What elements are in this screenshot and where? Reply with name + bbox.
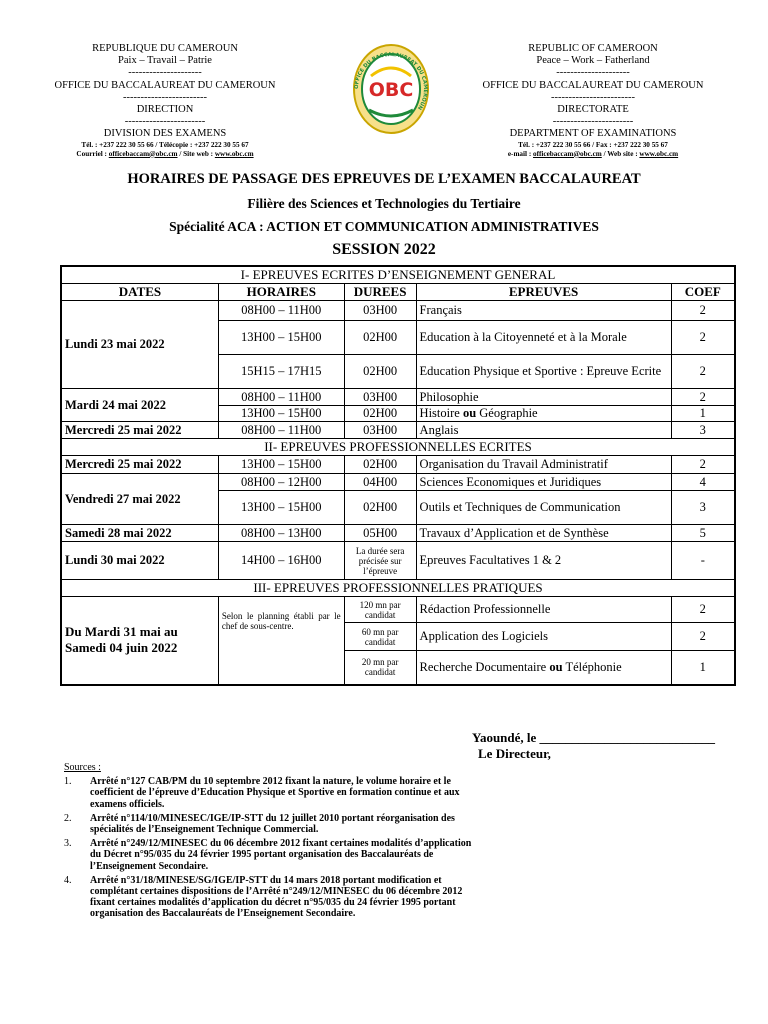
subject-part: Recherche Documentaire: [419, 659, 550, 674]
section-header: [61, 439, 735, 456]
table-row: [61, 525, 735, 542]
date-cell: Mardi 24 mai 2022: [61, 389, 218, 422]
time-cell: 13H00 – 15H00: [218, 406, 344, 422]
subject-cell: Philosophie: [416, 389, 671, 406]
duration-cell: 05H00: [344, 525, 416, 542]
subject-cell: [416, 651, 671, 685]
separator: ---------------------: [128, 67, 202, 79]
date-cell: Lundi 30 mai 2022: [61, 542, 218, 580]
header-right: [468, 43, 718, 159]
direction-en: DIRECTORATE: [557, 104, 629, 116]
contact-web-en: [468, 150, 718, 159]
time-cell: 13H00 – 15H00: [218, 321, 344, 355]
coef-cell: -: [671, 542, 735, 580]
time-cell: 13H00 – 15H00: [218, 491, 344, 525]
coef-cell: 5: [671, 525, 735, 542]
table-row: [61, 389, 735, 406]
coef-cell: 2: [671, 623, 735, 651]
department-en: DEPARTMENT OF EXAMINATIONS: [509, 128, 677, 140]
time-cell: Selon le planning établi par le chef de sous-centre.: [218, 597, 344, 685]
table-row: [61, 597, 735, 623]
duration-cell: 04H00: [344, 474, 416, 491]
date-cell: Vendredi 27 mai 2022: [61, 474, 218, 525]
col-epreuves: EPREUVES: [416, 284, 671, 301]
contact-phone-fr: Tél. : +237 222 30 55 66 / Télécopie : +237 222 30 55 67: [81, 140, 249, 149]
source-number: 3.: [64, 838, 72, 850]
email-link[interactable]: officebaccam@obc.cm: [533, 149, 602, 158]
section-title-1: I- EPREUVES ECRITES D’ENSEIGNEMENT GENERAL: [61, 266, 735, 284]
time-cell: 13H00 – 15H00: [218, 456, 344, 474]
web-label: / Web site :: [601, 149, 640, 158]
coef-cell: 3: [671, 422, 735, 439]
source-text: Arrêté n°127 CAB/PM du 10 septembre 2012 fixant la nature, le volume horaire et le coefficient de l’épreuve d’Education Physique et Sportive en formation continue et aux examens officiels.: [90, 776, 460, 810]
contact-web-fr: [40, 150, 290, 159]
coef-cell: 2: [671, 355, 735, 389]
subject-cell: Anglais: [416, 422, 671, 439]
date-cell: Lundi 23 mai 2022: [61, 301, 218, 389]
col-dates: DATES: [61, 284, 218, 301]
email-label: Courriel :: [76, 149, 109, 158]
sources-block: [64, 762, 484, 920]
place-date-line: Yaoundé, le ___________________________: [472, 730, 716, 745]
date-cell: Mercredi 25 mai 2022: [61, 456, 218, 474]
country-name-fr: REPUBLIQUE DU CAMEROUN: [92, 43, 238, 54]
filiere-title: Filière des Sciences et Technologies du Tertiaire: [247, 196, 521, 211]
col-coef: COEF: [671, 284, 735, 301]
duration-cell: 02H00: [344, 355, 416, 389]
time-cell: 08H00 – 13H00: [218, 525, 344, 542]
list-item: [64, 813, 484, 835]
separator: ---------------------: [556, 67, 630, 79]
subject-cell: Travaux d’Application et de Synthèse: [416, 525, 671, 542]
office-name-fr: OFFICE DU BACCALAUREAT DU CAMEROUN: [54, 79, 276, 91]
table-row: [61, 301, 735, 321]
subject-part: Histoire: [419, 406, 463, 420]
logo-initials: OBC: [368, 79, 414, 101]
subject-cell: Application des Logiciels: [416, 623, 671, 651]
coef-cell: 2: [671, 456, 735, 474]
subject-or: ou: [549, 659, 563, 674]
separator: -----------------------: [552, 116, 634, 128]
duration-cell: 02H00: [344, 491, 416, 525]
duration-cell: 120 mn par candidat: [344, 597, 416, 623]
source-number: 4.: [64, 874, 72, 886]
subject-cell: Education Physique et Sportive : Epreuve Ecrite: [416, 355, 671, 389]
obc-logo-icon: [351, 40, 431, 138]
division-fr: DIVISION DES EXAMENS: [103, 128, 227, 140]
subject-cell: Epreuves Facultatives 1 & 2: [416, 542, 671, 580]
email-label: e-mail :: [507, 149, 534, 158]
subject-part: Géographie: [476, 406, 538, 420]
duration-cell: 03H00: [344, 389, 416, 406]
coef-cell: 4: [671, 474, 735, 491]
country-name-en: REPUBLIC OF CAMEROON: [528, 43, 658, 54]
director-label: Le Directeur,: [478, 746, 551, 761]
duration-cell: 03H00: [344, 301, 416, 321]
session-title: SESSION 2022: [332, 241, 436, 258]
table-row: [61, 456, 735, 474]
source-number: 2.: [64, 812, 72, 824]
subject-cell: [416, 406, 671, 422]
office-name-en: OFFICE DU BACCALAUREAT DU CAMEROUN: [482, 79, 704, 91]
coef-cell: 2: [671, 389, 735, 406]
source-text: Arrêté n°249/12/MINESEC du 06 décembre 2012 fixant certaines modalités d’application du Décret n°95/035 du 24 février 1995 portant organisation des Baccalauréats de l’Enseignement Secondaire.: [90, 838, 472, 872]
section-title-3: III- EPREUVES PROFESSIONNELLES PRATIQUES: [61, 580, 735, 597]
source-text: Arrêté n°114/10/MINESEC/IGE/IP-STT du 12 juillet 2010 portant réorganisation des spécialités de l’Enseignement Technique Commercial.: [90, 812, 455, 836]
time-cell: 15H15 – 17H15: [218, 355, 344, 389]
time-cell: 08H00 – 11H00: [218, 389, 344, 406]
source-text: Arrêté n°31/18/MINESE/SG/IGE/IP-STT du 14 mars 2018 portant modification et complétant certaines dispositions de l’Arrêté n°249/12/MINESEC du 06 décembre 2012 fixant certaines modalités d’application du décret n°95/035 du 24 février 1995 portant organisation des Baccalauréats de l’Enseignement Secondaire.: [90, 874, 463, 920]
coef-cell: 2: [671, 597, 735, 623]
subject-cell: Education à la Citoyenneté et à la Morale: [416, 321, 671, 355]
time-cell: 08H00 – 11H00: [218, 301, 344, 321]
duration-cell: 60 mn par candidat: [344, 623, 416, 651]
column-headers: [61, 284, 735, 301]
separator: -----------------------: [124, 116, 206, 128]
duration-cell: 02H00: [344, 456, 416, 474]
time-cell: 14H00 – 16H00: [218, 542, 344, 580]
duration-cell: 02H00: [344, 406, 416, 422]
website-link[interactable]: www.obc.cm: [639, 149, 679, 158]
list-item: [64, 875, 484, 920]
duration-cell: La durée sera précisée sur l’épreuve: [344, 542, 416, 580]
date-cell: Samedi 28 mai 2022: [61, 525, 218, 542]
separator: ------------------------: [551, 91, 635, 103]
section-header: [61, 266, 735, 284]
subject-cell: Français: [416, 301, 671, 321]
table-row: [61, 422, 735, 439]
section-header: [61, 580, 735, 597]
document-title: HORAIRES DE PASSAGE DES EPREUVES DE L’EXAMEN BACCALAUREAT: [127, 171, 641, 187]
subject-or: ou: [462, 406, 477, 420]
list-item: [64, 838, 484, 872]
motto-fr: Paix – Travail – Patrie: [118, 55, 212, 67]
direction-fr: DIRECTION: [136, 104, 194, 116]
subject-cell: Outils et Techniques de Communication: [416, 491, 671, 525]
separator: ------------------------: [123, 91, 207, 103]
contact-phone-en: Tél. : +237 222 30 55 66 / Fax : +237 222 30 55 67: [518, 140, 668, 149]
subject-part: Téléphonie: [562, 659, 622, 674]
time-cell: 08H00 – 11H00: [218, 422, 344, 439]
website-link[interactable]: www.obc.cm: [214, 149, 254, 158]
time-cell: 08H00 – 12H00: [218, 474, 344, 491]
coef-cell: 2: [671, 321, 735, 355]
section-title-2: II- EPREUVES PROFESSIONNELLES ECRITES: [61, 439, 735, 456]
duration-cell: 20 mn par candidat: [344, 651, 416, 685]
specialite-title: Spécialité ACA : ACTION ET COMMUNICATION ADMINISTRATIVES: [169, 219, 599, 234]
coef-cell: 2: [671, 301, 735, 321]
coef-cell: 1: [671, 651, 735, 685]
date-cell: Mercredi 25 mai 2022: [61, 422, 218, 439]
source-number: 1.: [64, 776, 72, 788]
coef-cell: 1: [671, 406, 735, 422]
date-cell: Du Mardi 31 mai au Samedi 04 juin 2022: [61, 597, 218, 685]
table-row: [61, 474, 735, 491]
subject-cell: Sciences Economiques et Juridiques: [416, 474, 671, 491]
table-row: [61, 542, 735, 580]
motto-en: Peace – Work – Fatherland: [536, 55, 650, 67]
subject-cell: Organisation du Travail Administratif: [416, 456, 671, 474]
duration-cell: 03H00: [344, 422, 416, 439]
sources-title: Sources :: [64, 762, 101, 773]
header-left: [40, 43, 290, 159]
subject-cell: Rédaction Professionnelle: [416, 597, 671, 623]
logo-ring-text: OFFICE DU BACCALAUREAT DU CAMEROUN: [353, 51, 429, 111]
duration-cell: 02H00: [344, 321, 416, 355]
coef-cell: 3: [671, 491, 735, 525]
col-durees: DUREES: [344, 284, 416, 301]
email-link[interactable]: officebaccam@obc.cm: [108, 149, 178, 158]
schedule-table: [60, 265, 736, 686]
web-label: / Site web :: [177, 149, 215, 158]
col-horaires: HORAIRES: [218, 284, 344, 301]
list-item: [64, 776, 484, 810]
